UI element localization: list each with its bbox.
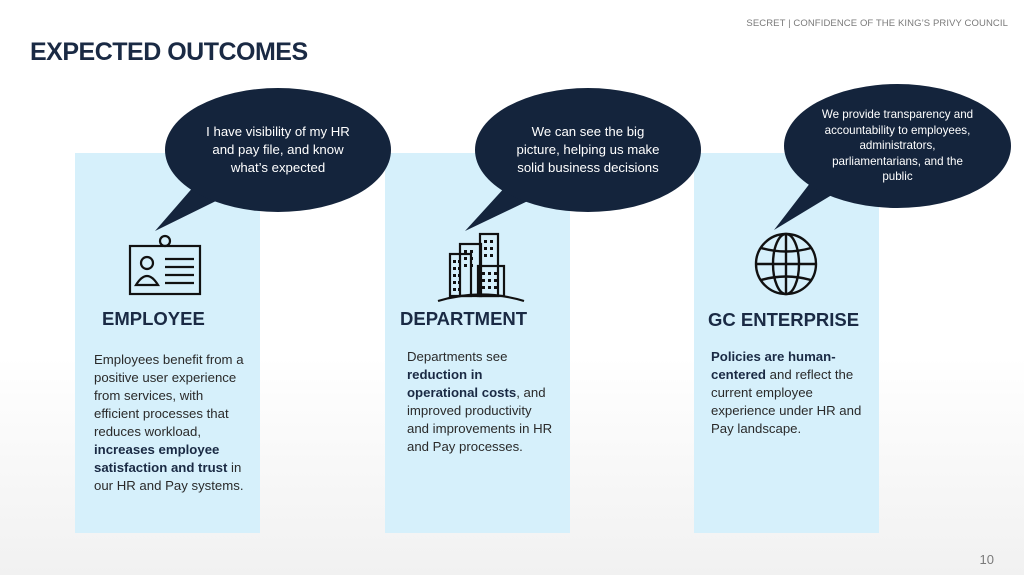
text-run-bold: Policies are human-centered [711, 349, 836, 382]
id-badge-icon [128, 233, 202, 297]
text-run-bold: increases employee satisfaction and trust [94, 442, 228, 475]
employee-description [94, 351, 246, 495]
employee-quote: I have visibility of my HR and pay file, and know what’s expected [206, 124, 350, 175]
office-buildings-icon [436, 230, 526, 304]
globe-icon [753, 231, 819, 297]
text-run: and reflect the current employee experience under HR and Pay landscape. [711, 367, 862, 436]
page-title: EXPECTED OUTCOMES [30, 38, 308, 66]
employee-speech-bubble [165, 88, 391, 212]
text-run: in our HR and Pay systems. [94, 460, 244, 493]
text-run: Departments see [407, 349, 508, 364]
department-heading: DEPARTMENT [400, 308, 528, 329]
department-quote: We can see the big picture, helping us make solid business decisions [516, 124, 660, 175]
enterprise-quote: We provide transparency and accountability to employees, administrators, parliamentarians, and the public [821, 107, 974, 184]
text-run: , and improved productivity and improvements in HR and Pay processes. [407, 385, 553, 454]
department-speech-bubble [475, 88, 701, 212]
enterprise-heading: GC ENTERPRISE [708, 309, 860, 330]
classification-marking: SECRET | CONFIDENCE OF THE KING’S PRIVY COUNCIL [746, 18, 1008, 29]
employee-heading: EMPLOYEE [102, 308, 205, 329]
enterprise-description [711, 348, 867, 438]
department-description [407, 348, 553, 456]
text-run-bold: reduction in operational costs [407, 367, 517, 400]
page-number: 10 [979, 552, 994, 567]
enterprise-speech-bubble [784, 84, 1011, 208]
text-run: Employees benefit from a positive user experience from services, with efficient processes that reduces workload, [94, 352, 244, 439]
